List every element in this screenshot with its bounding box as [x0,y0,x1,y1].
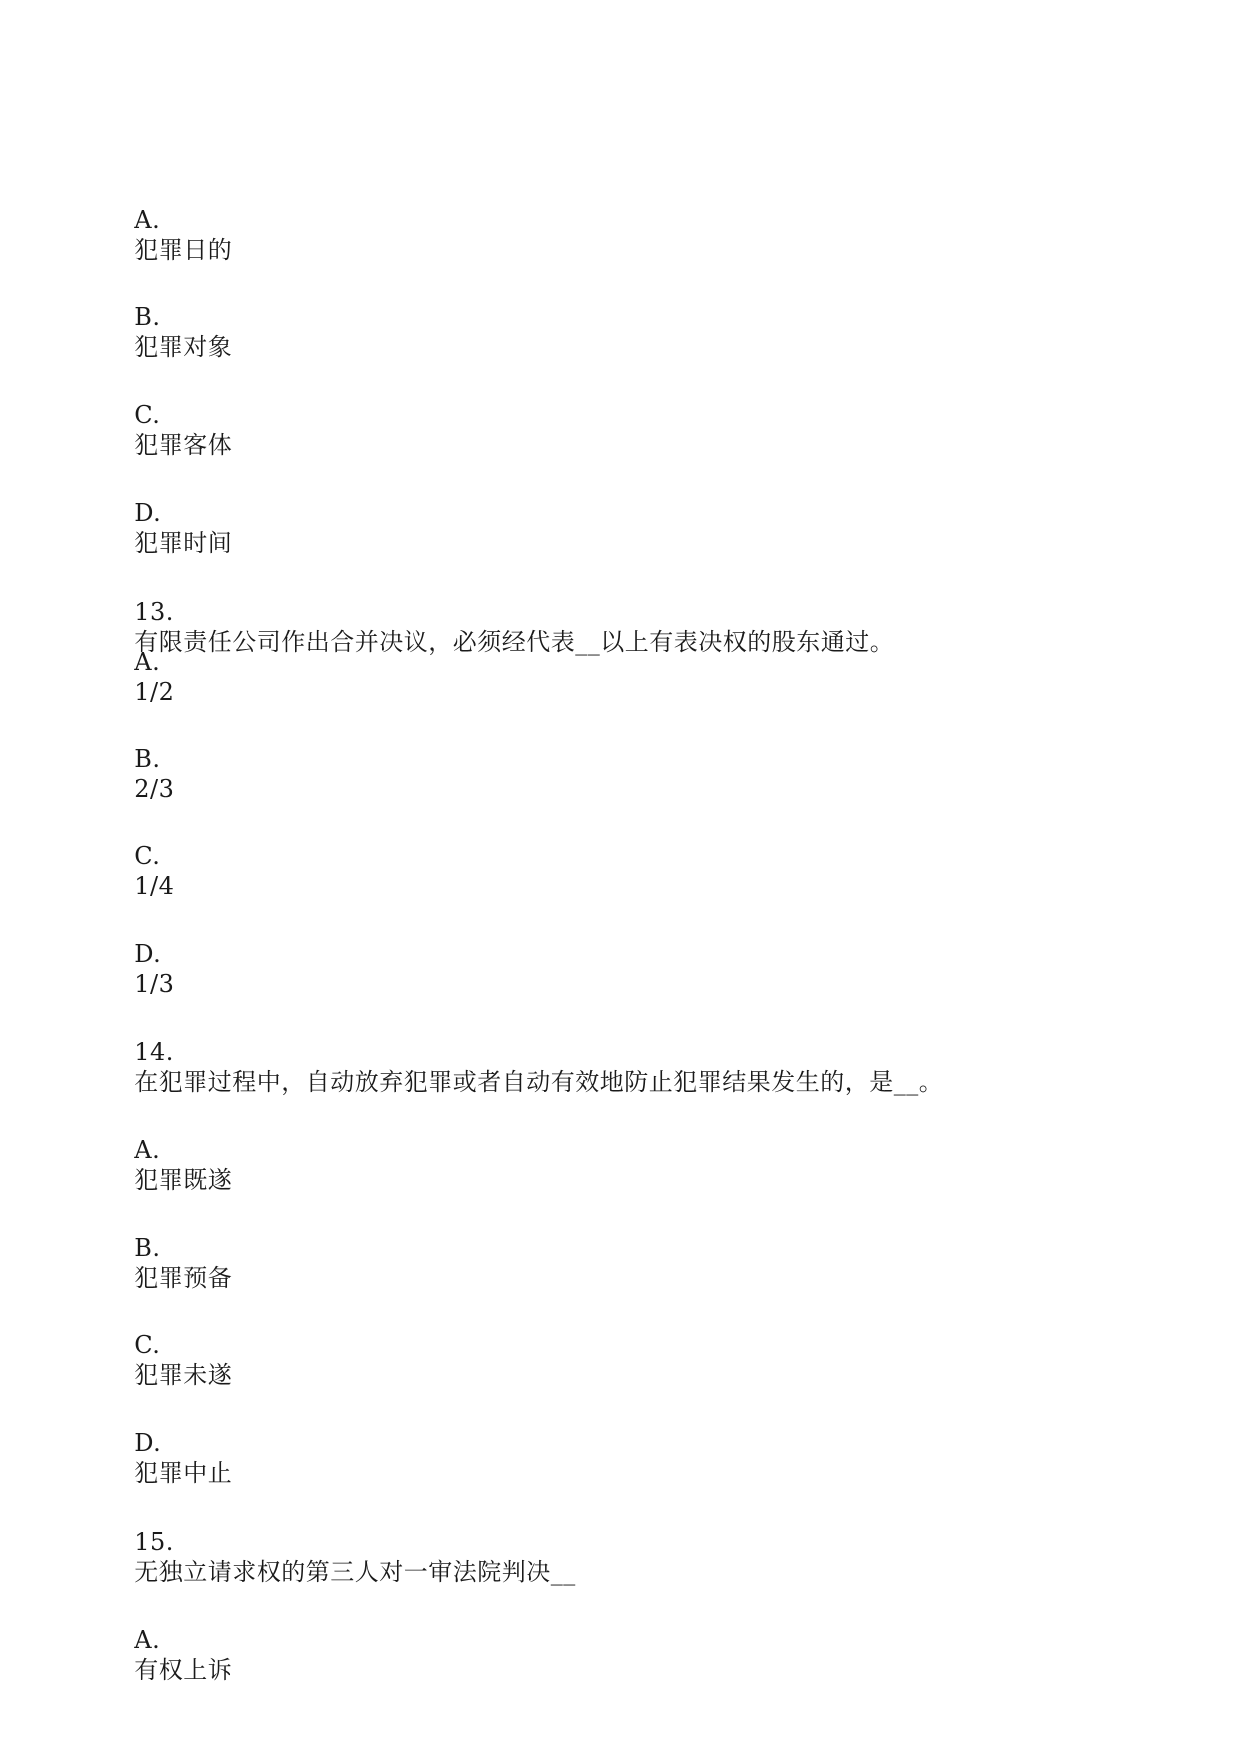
option-text: 犯罪预备 [134,1264,233,1292]
option-letter: B. [134,1234,161,1262]
option-letter: B. [134,745,161,773]
q14-option-a [118,1105,232,1195]
option-text: 1/4 [134,872,175,900]
q13-option-a [118,617,174,707]
option-b [118,272,232,362]
question-number: 14. [134,1038,174,1066]
option-letter: A. [134,1136,161,1164]
option-letter: D. [134,499,162,527]
q14-option-d [118,1398,232,1488]
q13-option-c [118,811,174,901]
q13-option-b [118,714,174,804]
q15-option-a [118,1595,232,1685]
option-text: 犯罪对象 [134,333,233,361]
option-text: 犯罪既遂 [134,1166,233,1194]
option-letter: B. [134,303,161,331]
option-letter: D. [134,1429,162,1457]
option-text: 1/3 [134,970,175,998]
option-text: 犯罪时间 [134,529,233,557]
option-text: 2/3 [134,775,175,803]
q14-option-b [118,1203,232,1293]
question-text: 在犯罪过程中，自动放弃犯罪或者自动有效地防止犯罪结果发生的，是__。 [134,1068,944,1096]
question-15 [118,1497,576,1587]
option-letter: C. [134,401,161,429]
option-c [118,370,232,460]
option-letter: D. [134,940,162,968]
option-text: 犯罪未遂 [134,1361,233,1389]
option-letter: A. [134,648,161,676]
option-letter: C. [134,842,161,870]
option-text: 有权上诉 [134,1656,233,1684]
question-13 [118,567,894,657]
option-text: 犯罪客体 [134,431,233,459]
question-number: 13. [134,598,174,626]
q13-option-d [118,909,174,999]
option-text: 犯罪日的 [134,236,233,264]
option-a [118,175,232,265]
question-14 [118,1007,943,1097]
option-letter: A. [134,1626,161,1654]
question-number: 15. [134,1528,174,1556]
option-text: 1/2 [134,678,175,706]
question-text: 有限责任公司作出合并决议，必须经代表__以上有表决权的股东通过。 [134,628,895,656]
q14-option-c [118,1300,232,1390]
question-text: 无独立请求权的第三人对一审法院判决__ [134,1558,576,1586]
option-text: 犯罪中止 [134,1459,233,1487]
option-d [118,468,232,558]
option-letter: A. [134,206,161,234]
option-letter: C. [134,1331,161,1359]
